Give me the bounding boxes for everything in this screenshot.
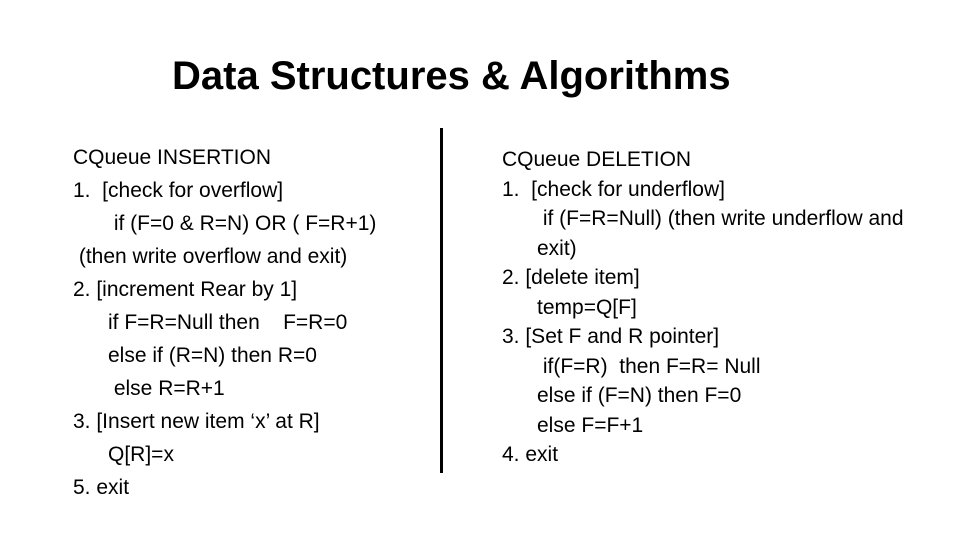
- insertion-step: 3. [Insert new item ‘x’ at R]: [73, 410, 320, 433]
- insertion-step: 2. [increment Rear by 1]: [73, 278, 298, 301]
- slide-title: Data Structures & Algorithms: [172, 54, 731, 98]
- deletion-step: 1. [check for underflow]: [502, 177, 725, 201]
- insertion-step: else if (R=N) then R=0: [73, 344, 317, 367]
- insertion-algorithm: [73, 141, 376, 504]
- deletion-step: else if (F=N) then F=0: [502, 384, 742, 407]
- deletion-step: 2. [delete item]: [502, 266, 640, 289]
- insertion-step: if (F=0 & R=N) OR ( F=R+1): [73, 212, 377, 235]
- insertion-step: else R=R+1: [73, 377, 225, 400]
- insertion-heading: CQueue INSERTION: [73, 146, 272, 169]
- insertion-step: 5. exit: [73, 476, 130, 499]
- column-divider: [440, 128, 443, 473]
- deletion-step: if (F=R=Null) (then write underflow and: [502, 207, 904, 230]
- insertion-step: (then write overflow and exit): [73, 245, 348, 268]
- deletion-step: 4. exit: [502, 443, 559, 466]
- deletion-step: exit): [502, 236, 577, 260]
- deletion-step: temp=Q[F]: [502, 295, 637, 319]
- insertion-step: 1. [check for overflow]: [73, 179, 284, 202]
- deletion-step: 3. [Set F and R pointer]: [502, 325, 720, 348]
- deletion-heading: CQueue DELETION: [502, 148, 692, 171]
- deletion-step: else F=F+1: [502, 413, 644, 437]
- deletion-step: if(F=R) then F=R= Null: [502, 354, 761, 378]
- insertion-step: if F=R=Null then F=R=0: [73, 311, 348, 334]
- deletion-algorithm: [502, 145, 904, 470]
- insertion-step: Q[R]=x: [73, 443, 174, 466]
